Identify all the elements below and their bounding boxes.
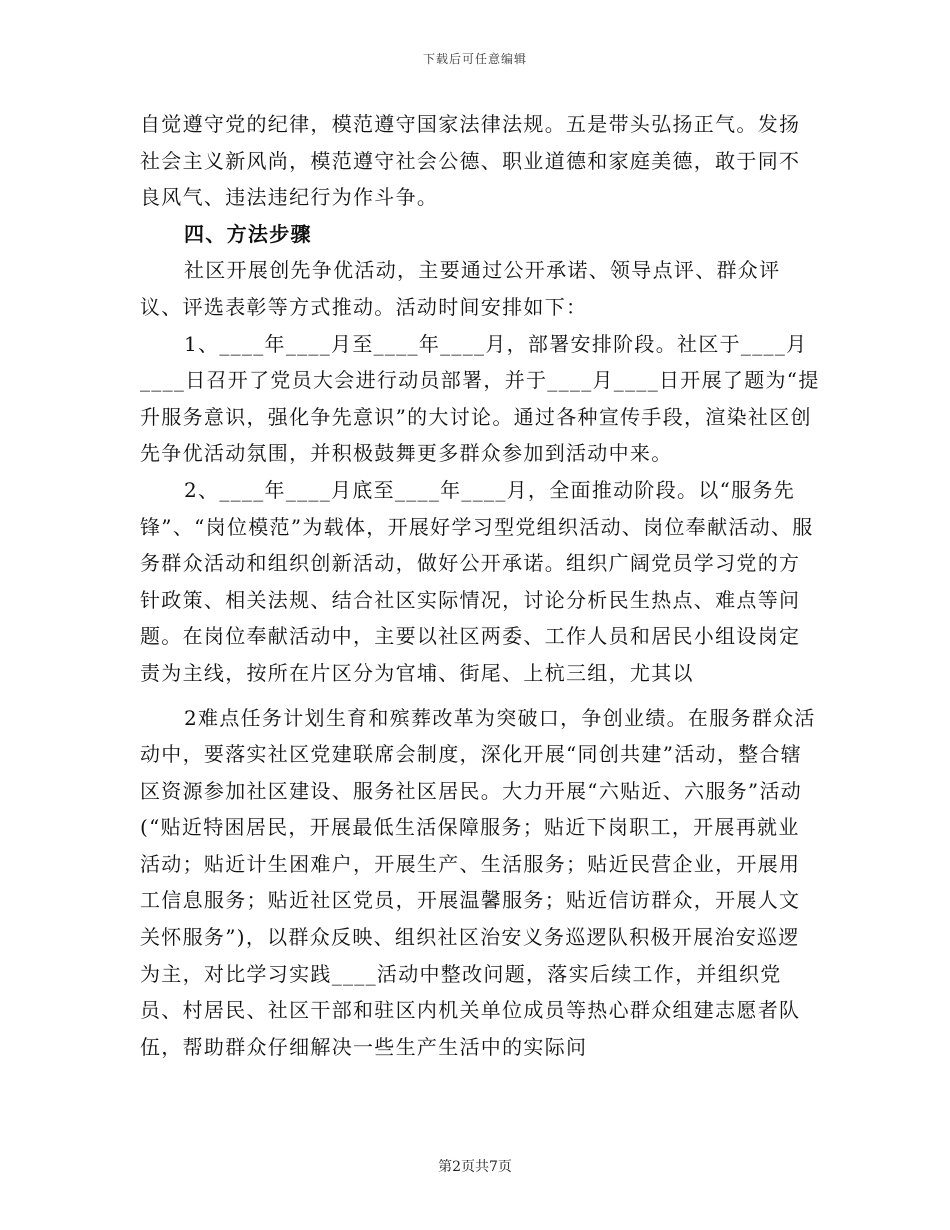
- section-heading: 四、方法步骤: [184, 221, 312, 246]
- paragraph-step-2: 2、____年____月底至____年____月，全面推动阶段。以“服务先锋”、“岗位模范”为载体，开展好学习型党组织活动、岗位奉献活动、服务群众活动和组织创新活动，做好公开承诺。组织广阔党员学习党的方针政策、相关法规、结合社区实际情况，讨论分析民生热点、难点等问题。在岗位奉献活动中，主要以社区两委、工作人员和居民小组设岗定责为主线，按所在片区分为官埔、街尾、上杭三组，尤其以: [140, 477, 814, 685]
- paragraph-intro: 社区开展创先争优活动，主要通过公开承诺、领导点评、群众评议、评选表彰等方式推动。活动时间安排如下：: [140, 258, 781, 319]
- page-header: 下载后可任意编辑: [422, 52, 527, 66]
- page-number: 第2页共7页: [438, 1159, 512, 1175]
- paragraph-continuation: 自觉遵守党的纪律，模范遵守国家法律法规。五是带头弘扬正气。发扬社会主义新风尚，模范遵守社会公德、职业道德和家庭美德，敢于同不良风气、违法违纪行为作斗争。: [140, 112, 801, 210]
- document-body: [140, 106, 820, 1065]
- paragraph-step-2-continued: 2难点任务计划生育和殡葬改革为突破口，争创业绩。在服务群众活动中，要落实社区党建联席会制度，深化开展“同创共建”活动，整合辖区资源参加社区建设、服务社区居民。大力开展“六贴近、六服务”活动(“贴近特困居民，开展最低生活保障服务；贴近下岗职工，开展再就业活动；贴近计生困难户，开展生产、生活服务；贴近民营企业，开展用工信息服务；贴近社区党员，开展温馨服务；贴近信访群众，开展人文关怀服务”)，以群众反映、组织社区治安义务巡逻队积极开展治安巡逻为主，对比学习实践____活动中整改问题，落实后续工作，并组织党员、村居民、社区干部和驻区内机关单位成员等热心群众组建志愿者队伍，帮助群众仔细解决一些生产生活中的实际问: [140, 705, 816, 1059]
- paragraph-step-1: 1、____年____月至____年____月，部署安排阶段。社区于____月____日召开了党员大会进行动员部署，并于____月____日开展了题为“提升服务意识，强化争先意识”的大讨论。通过各种宣传手段，渲染社区创先争优活动氛围，并积极鼓舞更多群众参加到活动中来。: [140, 331, 820, 466]
